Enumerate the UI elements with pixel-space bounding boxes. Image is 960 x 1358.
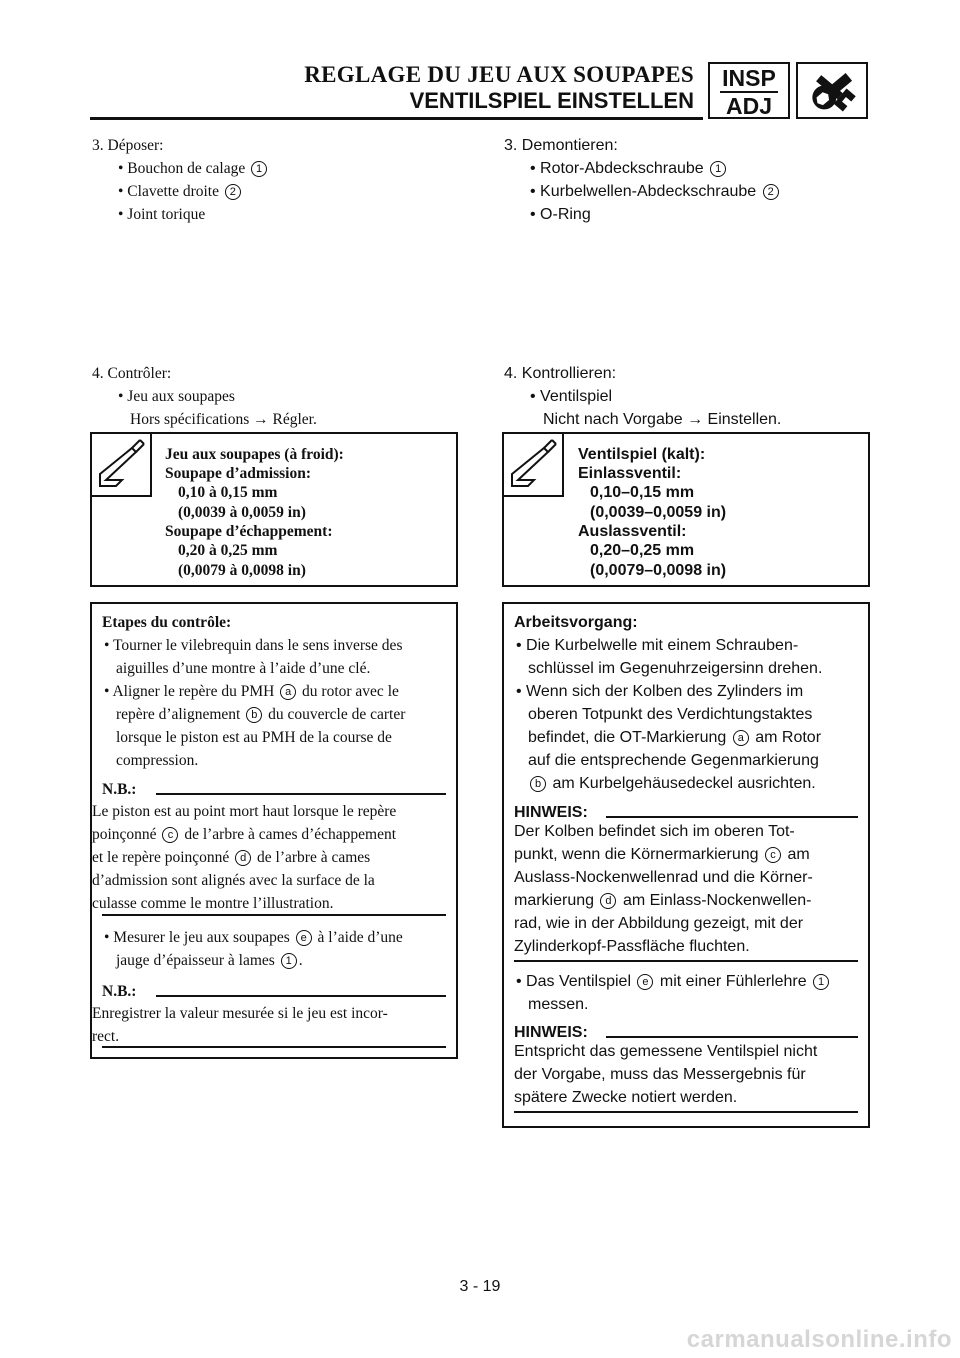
de-nb2-rule (606, 1036, 858, 1038)
de-proc-b2c-end: am Rotor (755, 729, 822, 746)
fr-callout-a: a (280, 684, 296, 700)
fr-step4: 4. Contrôler: (92, 365, 172, 382)
de-spec-box (502, 432, 870, 587)
de-meas-c: messen. (528, 996, 589, 1013)
de-nb2-l3: spätere Zwecke notiert werden. (514, 1089, 738, 1106)
fr-spec-l4: (0,0039 à 0,0059 in) (178, 504, 306, 521)
header-rule (90, 117, 703, 120)
fr-proc-b2a-text: • Aligner le repère du PMH (104, 683, 275, 700)
de-callout-1b: 1 (813, 974, 829, 990)
fr-step3: 3. Déposer: (92, 137, 164, 154)
fr-step3-item-2 (118, 180, 243, 203)
fr-spec-l1: Jeu aux soupapes (à froid): (165, 446, 344, 463)
de-spec-l1: Ventilspiel (kalt): (578, 446, 706, 463)
fr-nb2-l2: rect. (92, 1028, 120, 1045)
de-callout-c: c (765, 847, 781, 863)
de-nb1-l4b: am Einlass-Nockenwellen- (622, 892, 812, 909)
de-nb1-l1: Der Kolben befindet sich im oberen Tot- (514, 823, 795, 840)
fr-callout-d: d (235, 850, 251, 866)
fr-nb1-end-rule (102, 914, 446, 916)
de-callout-b: b (530, 776, 546, 792)
de-procedure-box (502, 602, 870, 1128)
fr-callout-1b: 1 (281, 953, 297, 969)
fr-proc-b1b: aiguilles d’une montre à l’aide d’une clé. (116, 660, 371, 677)
fr-procedure-box (90, 602, 458, 1059)
fr-nb1-l4: d’admission sont alignés avec la surface de la (92, 872, 375, 889)
fr-callout-1: 1 (251, 161, 267, 177)
fr-meas-b-text: à l’aide d’une (317, 929, 403, 946)
de-callout-1: 1 (710, 161, 726, 177)
page-number: 3 - 19 (459, 1278, 501, 1295)
de-proc-b2c (528, 726, 821, 749)
fr-spec-l6: 0,20 à 0,25 mm (178, 542, 278, 559)
de-step3-item-1-text: • Rotor-Abdeckschraube (530, 160, 704, 177)
fr-step4-item: • Jeu aux soupapes (118, 388, 235, 405)
fr-nb1-label: N.B.: (102, 781, 137, 798)
de-callout-e: e (637, 974, 653, 990)
de-spec-l4: (0,0039–0,0059 in) (590, 504, 727, 521)
fr-nb1-l3a: et le repère poinçonné (92, 849, 230, 866)
de-nb2-l1: Entspricht das gemessene Ventilspiel nicht (514, 1043, 818, 1060)
de-spec-l3: 0,10–0,15 mm (590, 484, 695, 501)
fr-nb1-l2 (92, 823, 396, 846)
de-step3-item-1 (530, 157, 728, 180)
fr-step3-item-3: • Joint torique (118, 206, 206, 223)
de-proc-b1a: • Die Kurbelwelle mit einem Schrauben- (516, 637, 799, 654)
fr-proc-b2b-text: repère d’alignement (116, 706, 241, 723)
fr-step3-item-2-text: • Clavette droite (118, 183, 219, 200)
de-meas-a-text: • Das Ventilspiel (516, 973, 631, 990)
de-step3-item-2-text: • Kurbelwellen-Abdeckschraube (530, 183, 757, 200)
insp-adj-badge (708, 62, 790, 119)
de-proc-b2a: • Wenn sich der Kolben des Zylinders im (516, 683, 804, 700)
header-title-de: VENTILSPIEL EINSTELLEN (409, 88, 694, 113)
de-step4-sub: Nicht nach Vorgabe → Einstellen. (543, 411, 782, 428)
fr-spec-l3: 0,10 à 0,15 mm (178, 484, 278, 501)
fr-spec-l5: Soupape d’échappement: (165, 523, 333, 540)
de-nb1-l2b: am (787, 846, 810, 863)
fr-proc-b2d: compression. (116, 752, 199, 769)
fr-nb2-label: N.B.: (102, 983, 137, 1000)
fr-nb1-l2b: de l’arbre à cames d’échappement (184, 826, 397, 843)
de-nb1-rule (606, 816, 858, 818)
fr-proc-b2c: lorsque le piston est au PMH de la course de (116, 729, 392, 746)
fr-nb2-l1: Enregistrer la valeur mesurée si le jeu est incor- (92, 1005, 388, 1022)
fr-meas-a-text: • Mesurer le jeu aux soupapes (104, 929, 290, 946)
de-nb1-end-rule (514, 960, 858, 962)
fr-callout-c: c (162, 827, 178, 843)
fr-nb1-l3 (92, 846, 370, 869)
fr-spec-l7: (0,0079 à 0,0098 in) (178, 562, 306, 579)
fr-nb1-l3b: de l’arbre à cames (257, 849, 371, 866)
de-proc-b2e-text: am Kurbelgehäusedeckel ausrichten. (552, 775, 816, 792)
fr-meas-c (116, 949, 303, 972)
fr-proc-b2a-end: du rotor avec le (302, 683, 399, 700)
de-nb1-l4a: markierung (514, 892, 595, 909)
fr-callout-e: e (296, 930, 312, 946)
fr-step3-item-1-text: • Bouchon de calage (118, 160, 246, 177)
fr-meas-a (104, 926, 403, 949)
fr-spec-l2: Soupape d’admission: (165, 465, 312, 482)
fr-meas-c-end: . (298, 952, 303, 969)
fr-nb1-l2a: poinçonné (92, 826, 157, 843)
de-step4-item: • Ventilspiel (530, 388, 613, 405)
header-title-fr: REGLAGE DU JEU AUX SOUPAPES (304, 62, 694, 87)
de-spec-l5: Auslassventil: (578, 523, 687, 540)
fr-proc-b2a (104, 680, 399, 703)
de-callout-d: d (600, 893, 616, 909)
fr-callout-b: b (246, 707, 262, 723)
de-proc-b2e (528, 772, 816, 795)
fr-nb2-rule (156, 995, 446, 997)
de-callout-2: 2 (763, 184, 779, 200)
feeler-gauge-icon (92, 434, 152, 497)
de-meas-a (516, 970, 831, 993)
de-proc-b2b: oberen Totpunkt des Verdichtungstaktes (528, 706, 813, 723)
de-spec-l6: 0,20–0,25 mm (590, 542, 695, 559)
badge-top: INSP (722, 65, 776, 91)
fr-callout-2: 2 (225, 184, 241, 200)
de-step3: 3. Demontieren: (504, 137, 618, 154)
fr-proc-b2b-end: du couvercle de carter (268, 706, 406, 723)
de-step3-item-2 (530, 180, 781, 203)
fr-nb1-rule (156, 793, 446, 795)
de-proc-title: Arbeitsvorgang: (514, 614, 638, 631)
de-meas-b-text: mit einer Fühlerlehre (659, 973, 807, 990)
wrench-tool-icon (796, 62, 868, 119)
de-callout-a: a (733, 730, 749, 746)
de-nb1-l6: Zylinderkopf-Passfläche fluchten. (514, 938, 750, 955)
fr-proc-b1a: • Tourner le vilebrequin dans le sens inverse des (104, 637, 403, 654)
de-spec-l2: Einlassventil: (578, 465, 682, 482)
de-nb2-l2: der Vorgabe, muss das Messergebnis für (514, 1066, 806, 1083)
badge-bottom: ADJ (725, 93, 772, 119)
de-nb2-end-rule (514, 1111, 858, 1113)
fr-nb2-end-rule (102, 1046, 446, 1048)
fr-meas-c-text: jauge d’épaisseur à lames (116, 952, 275, 969)
de-proc-b2c-text: befindet, die OT-Markierung (528, 729, 727, 746)
de-nb1-l3: Auslass-Nockenwellenrad und die Körner- (514, 869, 813, 886)
watermark: carmanualsonline.info (686, 1326, 952, 1353)
fr-proc-title: Etapes du contrôle: (102, 614, 232, 631)
fr-nb1-l5: culasse comme le montre l’illustration. (92, 895, 334, 912)
fr-step3-item-1 (118, 157, 269, 180)
feeler-gauge-icon (504, 434, 564, 497)
de-step4: 4. Kontrollieren: (504, 365, 617, 382)
fr-step4-sub: Hors spécifications → Régler. (130, 411, 317, 428)
de-spec-l7: (0,0079–0,0098 in) (590, 562, 727, 579)
de-nb1-l4 (514, 889, 811, 912)
de-proc-b2d: auf die entsprechende Gegenmarkierung (528, 752, 819, 769)
de-proc-b1b: schlüssel im Gegenuhrzeigersinn drehen. (528, 660, 823, 677)
de-nb1-l2a: punkt, wenn die Körnermarkierung (514, 846, 759, 863)
fr-spec-box (90, 432, 458, 587)
de-nb2-label: HINWEIS: (514, 1024, 588, 1041)
de-nb1-l5: rad, wie in der Abbildung gezeigt, mit der (514, 915, 804, 932)
de-step3-item-3: • O-Ring (530, 206, 591, 223)
fr-nb1-l1: Le piston est au point mort haut lorsque le repère (92, 803, 397, 820)
fr-proc-b2b (116, 703, 405, 726)
de-nb1-label: HINWEIS: (514, 804, 588, 821)
de-nb1-l2 (514, 843, 810, 866)
